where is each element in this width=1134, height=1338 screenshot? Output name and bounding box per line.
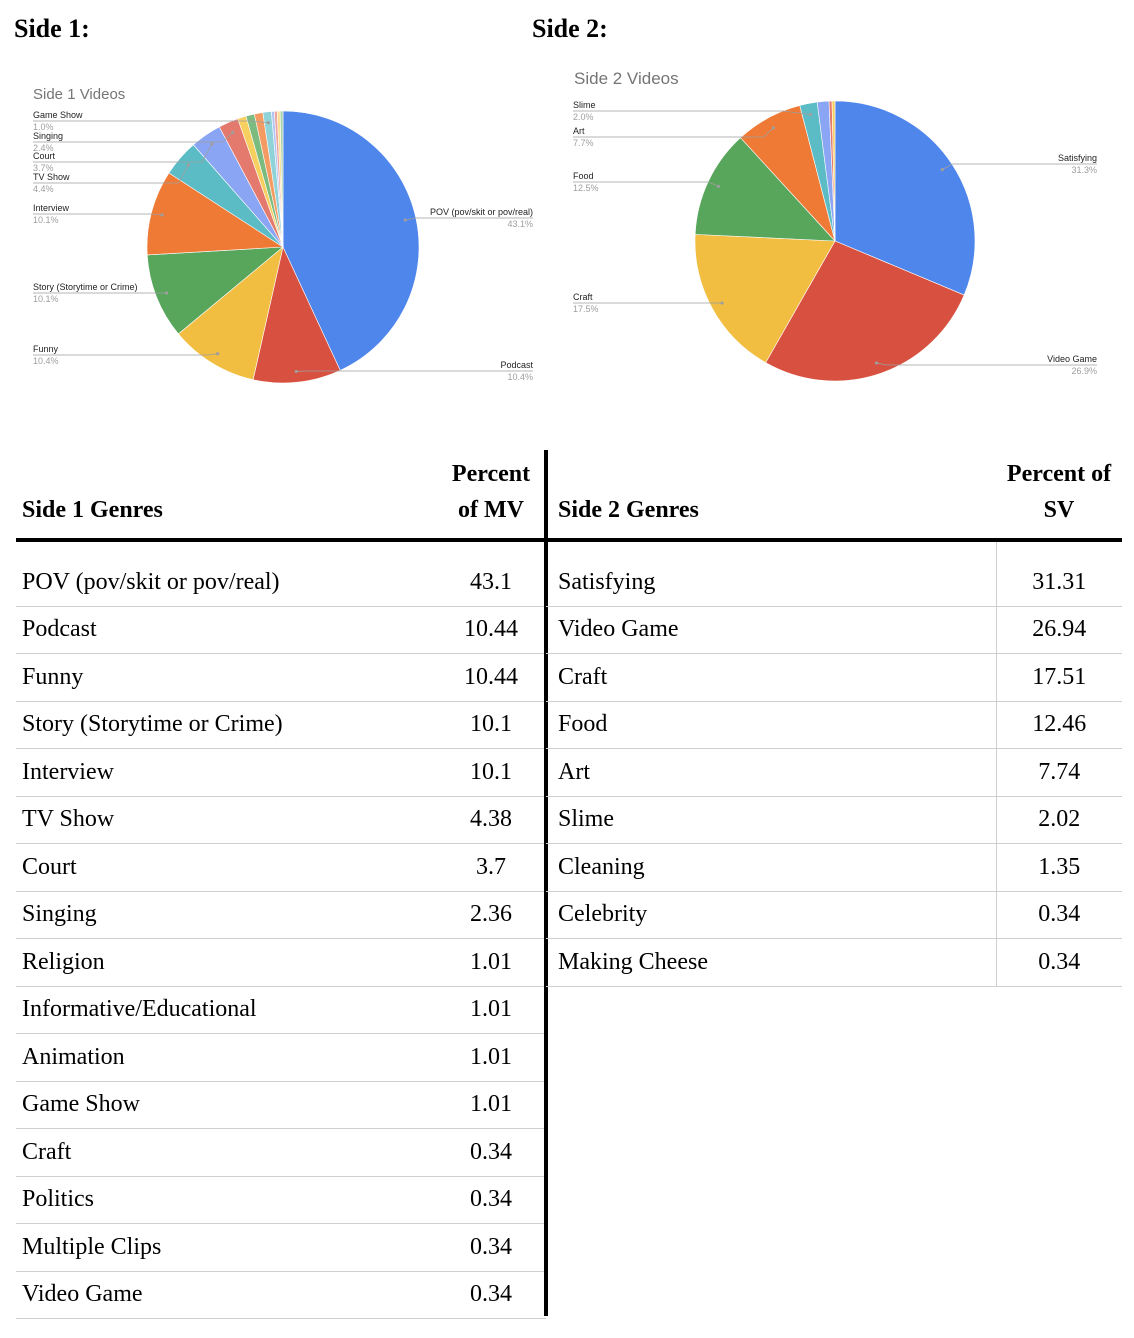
side1-heading: Side 1:: [14, 14, 90, 43]
table-body: [16, 540, 546, 1319]
genre-cell: Satisfying: [546, 540, 996, 606]
slice-percent-label: 31.3%: [1071, 165, 1097, 175]
column-header-percent: Percent of SV: [1006, 461, 1112, 523]
table-row: [546, 654, 1122, 702]
leader-line: [33, 354, 218, 355]
percent-cell: 31.31: [996, 540, 1122, 606]
genre-cell: Craft: [16, 1129, 436, 1177]
leader-dot: [404, 218, 407, 221]
table-row: [16, 1129, 546, 1177]
genre-cell: Craft: [546, 654, 996, 702]
leader-dot: [772, 126, 775, 129]
slice-label: Game Show: [33, 110, 83, 120]
column-header-genre: Side 2 Genres: [558, 497, 699, 523]
table-header-row: [546, 450, 1122, 540]
genre-cell: Singing: [16, 891, 436, 939]
slice-percent-label: 2.0%: [573, 112, 594, 122]
percent-cell: 3.7: [436, 844, 546, 892]
percent-cell: 2.02: [996, 796, 1122, 844]
genre-cell: Video Game: [16, 1271, 436, 1319]
slice-label: Craft: [573, 292, 593, 302]
slice-percent-label: 10.4%: [33, 356, 59, 366]
leader-dot: [210, 142, 213, 145]
chart-title: Side 2 Videos: [574, 69, 679, 88]
leader-dot: [717, 185, 720, 188]
side1-pie-chart: [14, 70, 544, 400]
genre-cell: Slime: [546, 796, 996, 844]
percent-cell: 0.34: [436, 1271, 546, 1319]
genre-cell: POV (pov/skit or pov/real): [16, 540, 436, 606]
slice-percent-label: 43.1%: [507, 219, 533, 229]
table-body: [546, 540, 1122, 986]
percent-cell: 7.74: [996, 749, 1122, 797]
side2-heading: Side 2:: [532, 14, 608, 43]
side2-pie-chart: [556, 60, 1116, 400]
table-row: [546, 891, 1122, 939]
genre-cell: Interview: [16, 749, 436, 797]
percent-cell: 1.01: [436, 1081, 546, 1129]
table-row: [16, 654, 546, 702]
percent-cell: 1.35: [996, 844, 1122, 892]
percent-cell: 43.1: [436, 540, 546, 606]
percent-cell: 1.01: [436, 1034, 546, 1082]
percent-cell: 10.44: [436, 654, 546, 702]
table-row: [16, 749, 546, 797]
column-header-genre: Side 1 Genres: [22, 497, 163, 523]
genre-cell: Animation: [16, 1034, 436, 1082]
percent-cell: 0.34: [436, 1224, 546, 1272]
percent-cell: 0.34: [436, 1176, 546, 1224]
percent-cell: 2.36: [436, 891, 546, 939]
table-row: [546, 540, 1122, 606]
slice-percent-label: 2.4%: [33, 143, 54, 153]
table-row: [546, 844, 1122, 892]
table-row: [16, 939, 546, 987]
pie-slices: [695, 101, 975, 381]
table-row: [16, 844, 546, 892]
percent-cell: 26.94: [996, 606, 1122, 654]
slice-label: Slime: [573, 100, 596, 110]
genre-cell: Celebrity: [546, 891, 996, 939]
leader-dot: [809, 113, 812, 116]
genre-cell: Informative/Educational: [16, 986, 436, 1034]
table-row: [16, 891, 546, 939]
genre-cell: Story (Storytime or Crime): [16, 701, 436, 749]
slice-percent-label: 12.5%: [573, 183, 599, 193]
genre-cell: Game Show: [16, 1081, 436, 1129]
slice-label: Court: [33, 151, 56, 161]
table-row: [16, 1176, 546, 1224]
slice-label: POV (pov/skit or pov/real): [429, 207, 533, 217]
slice-label: Podcast: [500, 360, 533, 370]
slice-label: Art: [573, 126, 585, 136]
slice-percent-label: 1.0%: [33, 122, 54, 132]
pie-slices: [147, 111, 419, 383]
leader-line: [573, 111, 811, 115]
genre-cell: Art: [546, 749, 996, 797]
percent-cell: 0.34: [436, 1129, 546, 1177]
leader-dot: [875, 361, 878, 364]
percent-cell: 0.34: [996, 891, 1122, 939]
side2-genres-table: [546, 450, 1122, 987]
leader-dot: [941, 168, 944, 171]
slice-percent-label: 10.1%: [33, 215, 59, 225]
table-row: [546, 939, 1122, 987]
slice-label: Singing: [33, 131, 64, 141]
table-row: [546, 749, 1122, 797]
table-row: [546, 796, 1122, 844]
table-row: [16, 540, 546, 606]
slice-label: Story (Storytime or Crime): [33, 282, 138, 292]
leader-dot: [160, 213, 163, 216]
genre-cell: Making Cheese: [546, 939, 996, 987]
genre-cell: TV Show: [16, 796, 436, 844]
genre-cell: Religion: [16, 939, 436, 987]
genre-cell: Multiple Clips: [16, 1224, 436, 1272]
table-row: [546, 606, 1122, 654]
slice-percent-label: 7.7%: [573, 138, 594, 148]
percent-cell: 12.46: [996, 701, 1122, 749]
slice-percent-label: 10.1%: [33, 294, 59, 304]
leader-dot: [231, 131, 234, 134]
genre-cell: Court: [16, 844, 436, 892]
leader-dot: [721, 301, 724, 304]
percent-cell: 4.38: [436, 796, 546, 844]
table-row: [16, 986, 546, 1034]
table-row: [16, 606, 546, 654]
table-row: [16, 1034, 546, 1082]
leader-dot: [267, 121, 270, 124]
table-row: [16, 1224, 546, 1272]
table-row: [16, 1081, 546, 1129]
slice-percent-label: 17.5%: [573, 304, 599, 314]
slice-label: TV Show: [33, 172, 70, 182]
slice-label: Interview: [33, 203, 70, 213]
slice-label: Video Game: [1047, 354, 1097, 364]
slice-label: Food: [573, 171, 594, 181]
genre-cell: Funny: [16, 654, 436, 702]
table-header-row: [16, 450, 546, 540]
percent-cell: 10.1: [436, 749, 546, 797]
table-row: [16, 1271, 546, 1319]
percent-cell: 1.01: [436, 986, 546, 1034]
slice-label: Satisfying: [1057, 153, 1097, 163]
side1-genres-table: [16, 450, 546, 1319]
leader-dot: [187, 164, 190, 167]
column-header-percent: Percent of MV: [451, 461, 531, 523]
percent-cell: 10.1: [436, 701, 546, 749]
leader-dot: [216, 352, 219, 355]
genre-cell: Food: [546, 701, 996, 749]
percent-cell: 10.44: [436, 606, 546, 654]
genre-cell: Podcast: [16, 606, 436, 654]
genre-cell: Video Game: [546, 606, 996, 654]
slice-percent-label: 26.9%: [1071, 366, 1097, 376]
slice-percent-label: 3.7%: [33, 163, 54, 173]
table-row: [16, 796, 546, 844]
slice-percent-label: 10.4%: [507, 372, 533, 382]
chart-title: Side 1 Videos: [33, 86, 126, 103]
leader-dot: [165, 291, 168, 294]
slice-label: Funny: [33, 344, 59, 354]
genre-cell: Cleaning: [546, 844, 996, 892]
slice-percent-label: 4.4%: [33, 184, 54, 194]
percent-cell: 17.51: [996, 654, 1122, 702]
leader-dot: [295, 370, 298, 373]
percent-cell: 0.34: [996, 939, 1122, 987]
percent-cell: 1.01: [436, 939, 546, 987]
table-row: [16, 701, 546, 749]
genre-cell: Politics: [16, 1176, 436, 1224]
table-row: [546, 701, 1122, 749]
